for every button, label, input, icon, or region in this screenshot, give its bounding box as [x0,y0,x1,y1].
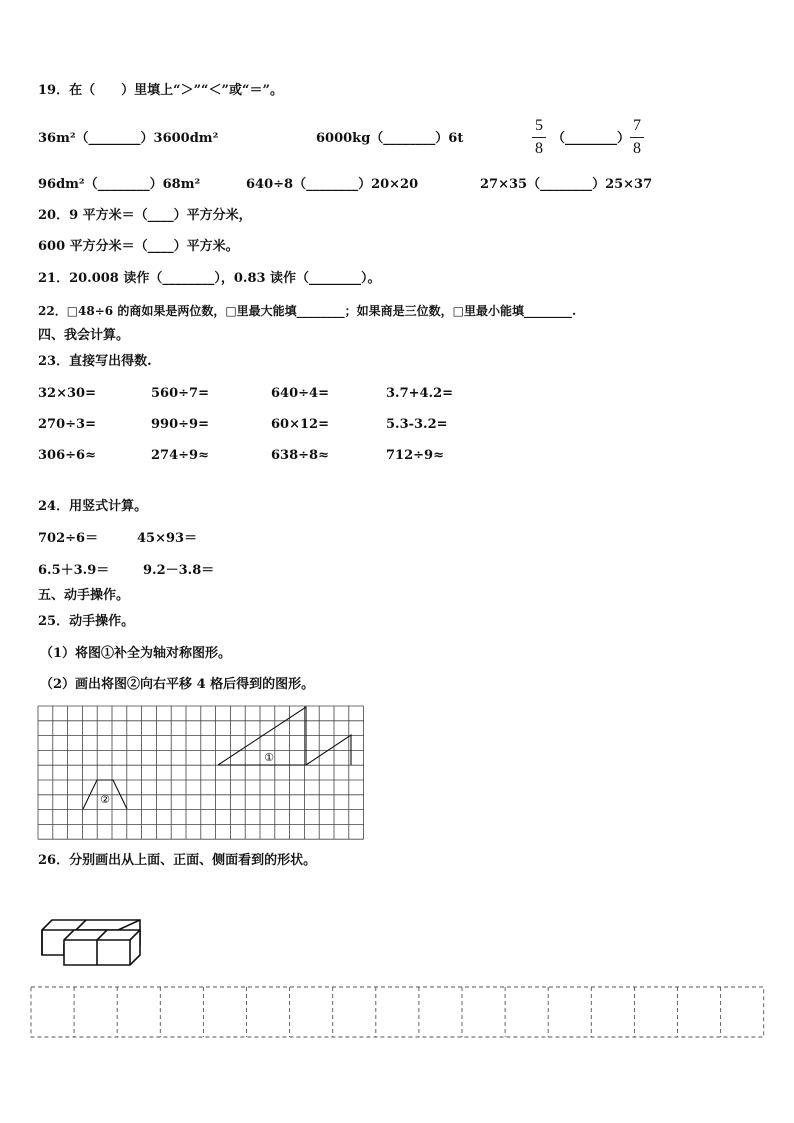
q19-item-6: 27×35（________）25×37 [480,177,653,192]
q23-cell: 306÷6≈ [38,448,96,463]
q19-title: 19．在（ ）里填上“＞”“＜”或“＝”。 [38,83,283,98]
q19-item-4: 96dm²（________）68m² [38,177,201,192]
q25-sub-1: （1）将图①补全为轴对称图形。 [40,646,232,661]
q24-problem: 9.2－3.8＝ [143,563,215,578]
q23-cell: 638÷8≈ [271,448,329,463]
dashed-answer-grid [31,987,764,1037]
q25-sub-2: （2）画出将图②向右平移 4 格后得到的图形。 [40,677,315,692]
dashed-grid-border [31,987,764,1037]
q23-cell: 640÷4= [271,386,329,401]
q23-cell: 5.3-3.2= [386,417,448,432]
fraction-numerator: 5 [535,117,543,134]
q20-line-1: 20．9 平方米＝（____）平方分米， [38,208,252,223]
q26-title: 26．分别画出从上面、正面、侧面看到的形状。 [38,853,317,868]
q23-cell: 990÷9= [151,417,209,432]
fraction-denominator: 8 [535,140,543,157]
q25-title: 25．动手操作。 [38,614,135,629]
q23-cell: 270÷3= [38,417,96,432]
q24-title: 24．用竖式计算。 [38,499,148,514]
q21-line: 21．20.008 读作（________），0.83 读作（________）。 [38,271,381,286]
q19-item-1: 36m²（________）3600dm² [38,131,219,146]
q23-cell: 3.7+4.2= [386,386,454,401]
figure-2-label: ② [100,793,110,806]
q23-cell: 32×30= [38,386,96,401]
q23-title: 23．直接写出得数. [38,354,152,369]
q24-problem: 45×93＝ [137,531,198,546]
q19-item-2: 6000kg（________）6t [316,131,464,146]
q24-problem: 702÷6＝ [38,531,99,546]
q23-cell: 712÷9≈ [386,448,444,463]
section-5-heading: 五、动手操作。 [38,588,130,603]
q20-line-2: 600 平方分米＝（____）平方米。 [38,239,239,254]
fraction-denominator: 8 [633,140,641,157]
q23-cell: 560÷7= [151,386,209,401]
figure-1-label: ① [264,751,274,764]
section-4-heading: 四、我会计算。 [38,328,130,343]
q23-cell: 274÷9≈ [151,448,209,463]
q24-problem: 6.5＋3.9＝ [38,563,110,578]
q22-line: 22．□48÷6 的商如果是两位数，□里最大能填________；如果商是三位数，□里最小能填________. [38,304,577,318]
fraction-numerator: 7 [633,117,641,134]
q23-cell: 60×12= [271,417,329,432]
q19-item-3-blank: （________） [552,131,631,146]
q19-item-5: 640÷8（________）20×20 [246,177,419,192]
